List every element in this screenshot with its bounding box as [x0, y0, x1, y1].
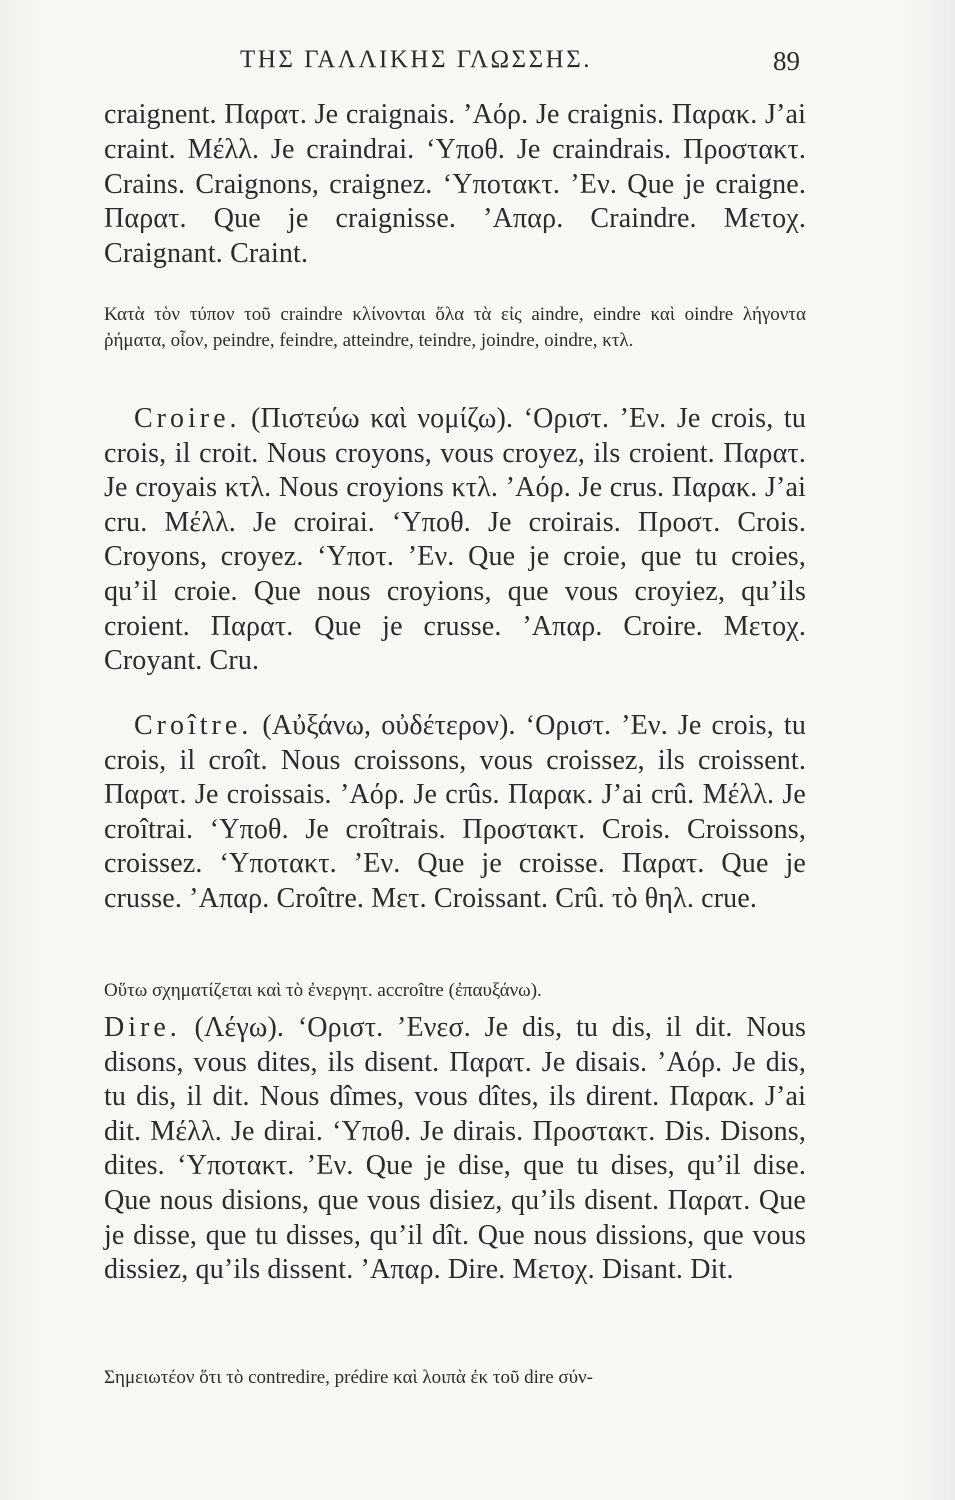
page-number: 89 — [773, 46, 800, 76]
dire-note: Σημειωτέον ὅτι τὸ contredire, prédire καὶ λοιπὰ ἐκ τοῦ dire σύν- — [104, 1367, 593, 1388]
dire-headword: Dire. — [104, 1012, 181, 1043]
croire-headword: Croire. — [134, 403, 241, 434]
dire-entry — [104, 1011, 806, 1288]
craindre-conjugation-end: craignent. Παρατ. Je craignais. ’Αόρ. Je craignis. Παρακ. J’ai craint. Μέλλ. Je craindrai. ‘Υποθ. Je craindrais. Προστακτ. Crains. Craignons, craignez. ‘Υποτακτ. ’Εν. Que je craigne. Παρατ. Que je craignisse. ’Απαρ. Craindre. Μετοχ. Craignant. Craint. — [104, 99, 806, 270]
croitre-note: Οὕτω σχηματίζεται καὶ τὸ ἐνεργητ. accroître (ἐπαυξάνω). — [104, 980, 542, 1001]
page-header — [240, 46, 800, 80]
croitre-conjugation: (Αὐξάνω, οὐδέτερον). ‘Οριστ. ’Εν. Je crois, tu crois, il croît. Nous croissons, vous croissez, ils croissent. Παρατ. Je croissais. ’Αόρ. Je crûs. Παρακ. J’ai crû. Μέλλ. Je croîtrai. ‘Υποθ. Je croîtrais. Προστακτ. Crois. Croissons, croissez. ‘Υποτακτ. ’Εν. Que je croisse. Παρατ. Que je crusse. ’Απαρ. Croître. Μετ. Croissant. Crû. τὸ θηλ. crue. — [104, 710, 806, 914]
croitre-headword: Croître. — [134, 710, 253, 741]
craindre-note: Κατὰ τὸν τύπον τοῦ craindre κλίνονται ὅλα τὰ εἰς aindre, eindre καὶ oindre λήγοντα ῥήματα, οἷον, peindre, feindre, atteindre, teindre, joindre, oindre, κτλ. — [104, 304, 806, 351]
croire-entry — [104, 402, 806, 679]
running-head: ΤΗΣ ΓΑΛΛΙΚΗΣ ΓΛΩΣΣΗΣ. — [240, 46, 592, 73]
dire-conjugation: (Λέγω). ‘Οριστ. ’Ενεσ. Je dis, tu dis, il dit. Nous disons, vous dites, ils disent. Παρατ. Je disais. ’Αόρ. Je dis, tu dis, il dit. Nous dîmes, vous dîtes, ils dirent. Παρακ. J’ai dit. Μέλλ. Je dirai. ‘Υποθ. Je dirais. Προστακτ. Dis. Disons, dites. ‘Υποτακτ. ’Εν. Que je dise, que tu dises, qu’il dise. Que nous disions, que vous disiez, qu’ils disent. Παρατ. Que je disse, que tu disses, qu’il dît. Que nous dissions, que vous dissiez, qu’ils dissent. ’Απαρ. Dire. Μετοχ. Disant. Dit. — [104, 1012, 807, 1286]
croire-conjugation: (Πιστεύω καὶ νομίζω). ‘Οριστ. ’Εν. Je crois, tu crois, il croit. Nous croyons, vous croyez, ils croient. Παρατ. Je croyais κτλ. Nous croyions κτλ. ’Αόρ. Je crus. Παρακ. J’ai cru. Μέλλ. Je croirai. ‘Υποθ. Je croirais. Προστ. Crois. Croyons, croyez. ‘Υποτ. ’Εν. Que je croie, que tu croies, qu’il croie. Que nous croyions, que vous croyiez, qu’ils croient. Παρατ. Que je crusse. ’Απαρ. Croire. Μετοχ. Croyant. Cru. — [104, 403, 806, 677]
croitre-entry — [104, 709, 806, 917]
